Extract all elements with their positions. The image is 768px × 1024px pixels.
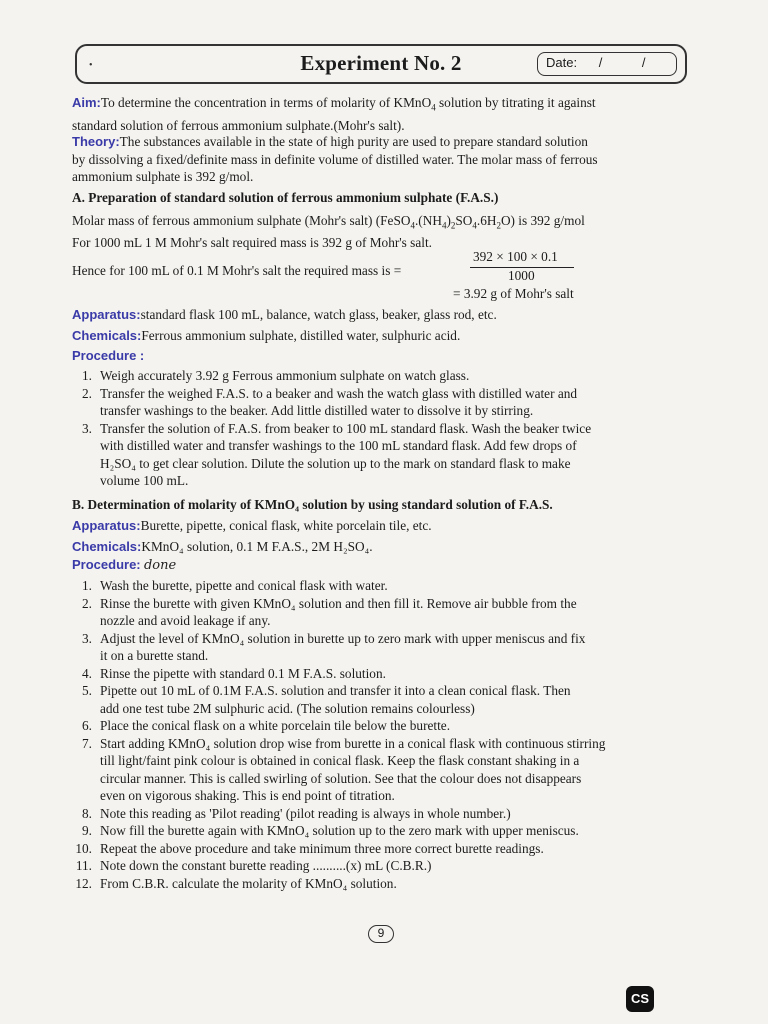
step-line: nozzle and avoid leakage if any. xyxy=(100,613,271,628)
step-text xyxy=(100,735,694,805)
step-number: 12. xyxy=(75,875,92,891)
chemicals-b-text: KMnO₄ solution, 0.1 M F.A.S., 2M H₂SO₄. xyxy=(141,539,373,554)
step-line: with distilled water and transfer washings to the 100 mL standard flask. Add few drops of xyxy=(100,438,577,453)
step-line: Adjust the level of KMnO₄ solution in burette up to zero mark with upper meniscus and fix xyxy=(100,630,586,646)
step-text xyxy=(100,682,694,717)
step-number: 11. xyxy=(75,858,92,873)
step-number: 5. xyxy=(82,683,92,698)
aim-line1-tail: solution by titrating it against xyxy=(435,95,596,110)
step-text xyxy=(100,385,694,420)
step-number: 6. xyxy=(82,718,92,733)
step-text xyxy=(100,857,694,875)
step-number: 1. xyxy=(82,578,92,593)
experiment-title: Experiment No. 2 xyxy=(300,51,462,75)
step-line: Wash the burette, pipette and conical flask with water. xyxy=(100,578,388,593)
mass-result: = 3.92 g of Mohr's salt xyxy=(453,286,574,301)
step-number: 10. xyxy=(75,840,92,856)
step-line: circular manner. This is called swirling of solution. See that the colour does not disappears xyxy=(100,770,582,786)
molar-line: Molar mass of ferrous ammonium sulphate (Mohr's salt) (FeSO xyxy=(72,213,411,228)
hence-line: Hence for 100 mL of 0.1 M Mohr's salt the required mass is = xyxy=(72,263,402,278)
step-number: 1. xyxy=(82,368,92,383)
apparatus-b-label: Apparatus: xyxy=(72,518,141,533)
procedure-b-step xyxy=(66,857,694,875)
aim-block: Aim:To determine the concentration in terms of molarity of KMnO$_4$ solution by titrating it against standard solution of ferrous ammonium sulphate.(Mohr's salt). xyxy=(72,94,692,135)
step-line: volume 100 mL. xyxy=(100,473,189,488)
step-line: transfer washings to the beaker. Add little distilled water to dissolve it by stirring. xyxy=(100,403,534,418)
procedure-b-step xyxy=(66,735,694,805)
step-text xyxy=(100,875,694,893)
step-line: Weigh accurately 3.92 g Ferrous ammonium sulphate on watch glass. xyxy=(100,368,470,383)
step-number: 7. xyxy=(82,735,92,751)
step-text xyxy=(100,420,694,490)
chemicals-b-label: Chemicals: xyxy=(72,539,142,554)
step-number: 4. xyxy=(82,665,92,681)
procedure-b-step xyxy=(66,665,694,683)
step-text xyxy=(100,595,694,630)
step-number: 2. xyxy=(82,595,92,611)
step-line: even on vigorous shaking. This is end point of titration. xyxy=(100,788,395,803)
procedure-b-list xyxy=(66,577,694,892)
step-text xyxy=(100,717,694,735)
procedure-a-label: Procedure : xyxy=(72,348,145,363)
fraction-numerator: 392 × 100 × 0.1 xyxy=(473,249,558,264)
apparatus-b xyxy=(72,517,692,535)
handwritten-note: done xyxy=(143,558,177,573)
step-line: it on a burette stand. xyxy=(100,648,209,663)
apparatus-a-label: Apparatus: xyxy=(72,307,141,322)
section-a-heading: A. Preparation of standard solution of ferrous ammonium sulphate (F.A.S.) xyxy=(72,190,499,205)
apparatus-a xyxy=(72,306,692,324)
step-line: H₂SO₄ to get clear solution. Dilute the solution up to the mark on standard flask to make xyxy=(100,455,571,471)
date-label: Date: xyxy=(546,55,578,70)
aim-line1: To determine the concentration in terms of molarity of KMnO xyxy=(100,95,432,110)
theory-block xyxy=(72,133,692,186)
theory-line2: by dissolving a fixed/definite mass in definite volume of distilled water. The molar mass of ferrous xyxy=(72,151,598,167)
step-line: Rinse the pipette with standard 0.1 M F.A.S. solution. xyxy=(100,665,386,681)
for-1000-line: For 1000 mL 1 M Mohr's salt required mass is 392 g of Mohr's salt. xyxy=(72,235,432,250)
step-number: 9. xyxy=(82,823,92,838)
chemicals-a-text: Ferrous ammonium sulphate, distilled water, sulphuric acid. xyxy=(141,328,461,343)
step-line: add one test tube 2M sulphuric acid. (The solution remains colourless) xyxy=(100,700,475,716)
step-number: 2. xyxy=(82,385,92,401)
step-line: Pipette out 10 mL of 0.1M F.A.S. solution and transfer it into a clean conical flask. Then xyxy=(100,683,571,698)
section-b-heading: B. Determination of molarity of KMnO₄ solution by using standard solution of F.A.S. xyxy=(72,497,553,512)
fraction-denominator: 1000 xyxy=(508,268,535,283)
step-text xyxy=(100,577,694,595)
theory-line3: ammonium sulphate is 392 g/mol. xyxy=(72,169,254,184)
step-text xyxy=(100,665,694,683)
step-line: Rinse the burette with given KMnO₄ solution and then fill it. Remove air bubble from the xyxy=(100,595,577,611)
procedure-b-step xyxy=(66,577,694,595)
step-line: Note this reading as 'Pilot reading' (pilot reading is always in whole number.) xyxy=(100,805,511,821)
step-text xyxy=(100,805,694,823)
step-line: Now fill the burette again with KMnO₄ solution up to the zero mark with upper meniscus. xyxy=(100,823,579,838)
apparatus-a-text: standard flask 100 mL, balance, watch glass, beaker, glass rod, etc. xyxy=(140,307,497,322)
step-line: From C.B.R. calculate the molarity of KMnO₄ solution. xyxy=(100,875,397,891)
step-line: till light/faint pink colour is obtained in conical flask. Keep the flask constant shaking in a xyxy=(100,753,580,768)
procedure-b-label: Procedure: xyxy=(72,557,141,572)
aim-line2: standard solution of ferrous ammonium sulphate.(Mohr's salt). xyxy=(72,118,405,134)
step-number: 8. xyxy=(82,805,92,821)
theory-line1: The substances available in the state of high purity are used to prepare standard solution xyxy=(119,134,588,149)
step-line: Repeat the above procedure and take minimum three more correct burette readings. xyxy=(100,840,544,856)
experiment-header xyxy=(75,44,687,84)
date-box xyxy=(537,52,677,76)
apparatus-b-text: Burette, pipette, conical flask, white porcelain tile, etc. xyxy=(140,518,432,533)
chemicals-b xyxy=(72,538,692,556)
step-text xyxy=(100,840,694,858)
chemicals-a-label: Chemicals: xyxy=(72,328,142,343)
procedure-b-step xyxy=(66,717,694,735)
procedure-b-step xyxy=(66,840,694,858)
step-text xyxy=(100,630,694,665)
step-text xyxy=(100,822,694,840)
procedure-b-step xyxy=(66,595,694,630)
step-number: 3. xyxy=(82,420,92,436)
procedure-a-list xyxy=(66,367,694,490)
step-line: Transfer the weighed F.A.S. to a beaker and wash the watch glass with distilled water and xyxy=(100,385,578,401)
step-text xyxy=(100,367,694,385)
theory-label: Theory: xyxy=(72,134,120,149)
procedure-b-step xyxy=(66,875,694,893)
step-line: Transfer the solution of F.A.S. from beaker to 100 mL standard flask. Wash the beaker twice xyxy=(100,420,592,436)
aim-label: Aim: xyxy=(72,95,101,110)
chemicals-a xyxy=(72,327,692,345)
step-line: Start adding KMnO₄ solution drop wise from burette in a conical flask with continuous stirring xyxy=(100,735,606,751)
procedure-b-step xyxy=(66,822,694,840)
molar-line-tail: is 392 g/mol xyxy=(514,213,585,228)
step-number: 3. xyxy=(82,630,92,646)
step-line: Place the conical flask on a white porcelain tile below the burette. xyxy=(100,718,451,733)
procedure-a-step xyxy=(66,385,694,420)
step-line: Note down the constant burette reading ..........(x) mL (C.B.R.) xyxy=(100,858,432,873)
procedure-b-label-row xyxy=(72,556,692,575)
page-number: 9 xyxy=(368,925,394,943)
camscanner-badge: CS xyxy=(626,986,654,1012)
procedure-a-step xyxy=(66,367,694,385)
procedure-a-step xyxy=(66,420,694,490)
molar-mass-line: Molar mass of ferrous ammonium sulphate (Mohr's salt) $(FeSO_4.(NH_4)_2SO_4.6H_2O)$ is 392 g/mol xyxy=(72,213,585,231)
procedure-b-step xyxy=(66,630,694,665)
date-value: / / xyxy=(598,55,664,70)
procedure-b-step xyxy=(66,805,694,823)
procedure-b-step xyxy=(66,682,694,717)
bullet-dot: • xyxy=(89,60,93,71)
